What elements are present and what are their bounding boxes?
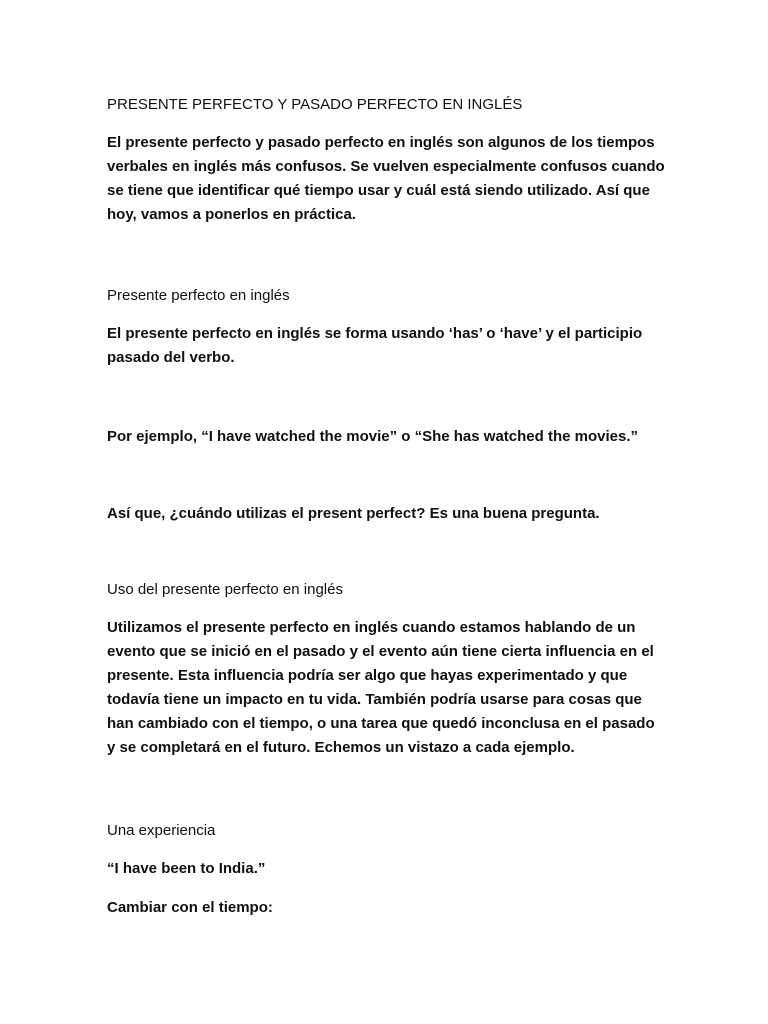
section-heading-uso: Uso del presente perfecto en inglés — [107, 581, 343, 598]
usage-paragraph: Utilizamos el presente perfecto en inglés cuando estamos hablando de un evento que se inició en el pasado y el evento aún tiene cierta influencia en el presente. Esta influencia podría ser algo que hayas experimentado y que todavía tiene un impacto en tu vida. También podría usarse para cosas que han cambiado con el tiempo, o una tarea que quedó inconclusa en el pasado y se completará en el futuro. Echemos un vistazo a cada ejemplo. — [107, 619, 655, 756]
question-paragraph: Así que, ¿cuándo utilizas el present perfect? Es una buena pregunta. — [107, 505, 600, 522]
formation-paragraph: El presente perfecto en inglés se forma usando ‘has’ o ‘have’ y el participio pasado del verbo. — [107, 325, 643, 366]
document-title: PRESENTE PERFECTO Y PASADO PERFECTO EN INGLÉS — [107, 96, 523, 113]
subheading-cambiar: Cambiar con el tiempo: — [107, 899, 273, 916]
intro-paragraph: El presente perfecto y pasado perfecto en inglés son algunos de los tiempos verbales en inglés más confusos. Se vuelven especialmente confusos cuando se tiene que identificar qué tiempo usar y cuál está siendo utilizado. Así que hoy, vamos a ponerlos en práctica. — [107, 134, 665, 223]
section-heading-presente-perfecto: Presente perfecto en inglés — [107, 287, 290, 304]
subheading-experiencia: Una experiencia — [107, 822, 216, 839]
example-paragraph: Por ejemplo, “I have watched the movie” o “She has watched the movies.” — [107, 428, 638, 445]
example-india: “I have been to India.” — [107, 860, 266, 877]
